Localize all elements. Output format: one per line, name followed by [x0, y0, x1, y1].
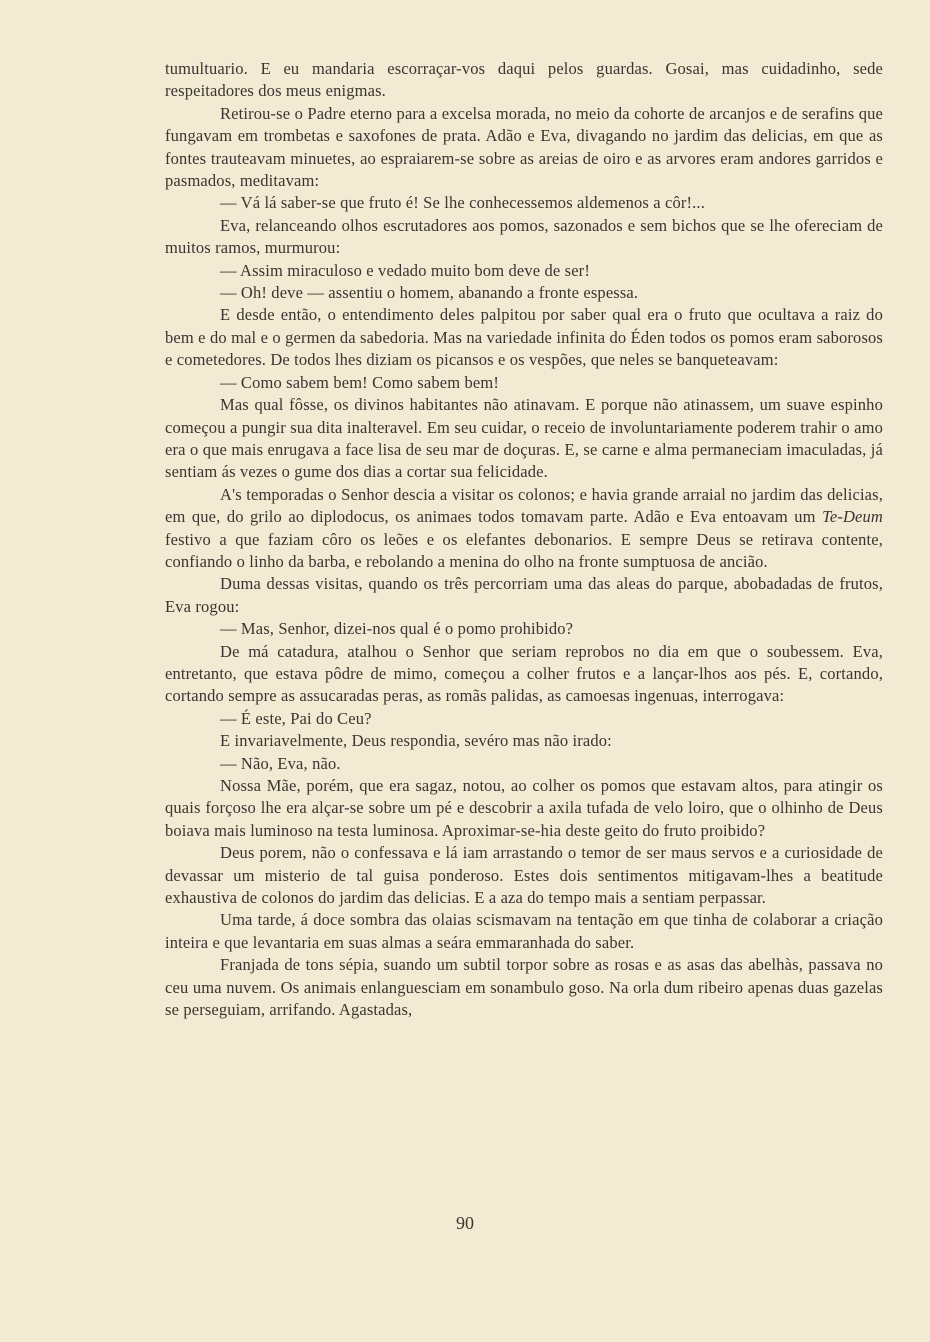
dialog-line: — Oh! deve — assentiu o homem, abanando a fronte espessa. [220, 283, 639, 303]
dialog-line: — Mas, Senhor, dizei-nos qual é o pomo prohibido? [220, 619, 574, 639]
paragraph: E invariavelmente, Deus respondia, sevéro mas não irado: [220, 731, 612, 751]
dialog-line: — Vá lá saber-se que fruto é! Se lhe conhecessemos aldemenos a côr!... [220, 193, 705, 213]
paragraph: E desde então, o entendimento deles palpitou por saber qual era o fruto que ocultava a raiz do bem e do mal e o germen da sabedoria. Mas na variedade infinita do Éden todos os pomos eram saborosos e cometedores. De todos lhes diziam os picansos e os vespões, que neles se banqueteavam: [165, 305, 883, 370]
paragraph: Deus porem, não o confessava e lá iam arrastando o temor de ser maus servos e a curiosidade de devassar um misterio de tal guisa ponderoso. Estes dois sentimentos mitigavam-lhes a beatitude exhaustiva de colonos do jardim das delicias. E a aza do tempo mais a sentiam perpassar. [165, 843, 883, 908]
paragraph: Eva, relanceando olhos escrutadores aos pomos, sazonados e sem bichos que se lhe ofereciam de muitos ramos, murmurou: [165, 215, 883, 258]
dialog-line: — Não, Eva, não. [220, 753, 341, 773]
dialog-line: — É este, Pai do Ceu? [220, 708, 372, 728]
dialog-line: — Como sabem bem! Como sabem bem! [220, 372, 499, 392]
paragraph: Uma tarde, á doce sombra das olaias scismavam na tentação em que tinha de colaborar a criação inteira e que levantaria em suas almas a seára emmaranhada do saber. [165, 910, 883, 952]
paragraph: tumultuario. E eu mandaria escorraçar-vos daqui pelos guardas. Gosai, mas cuidadinho, sede respeitadores dos meus enigmas. [165, 59, 883, 101]
paragraph: Retirou-se o Padre eterno para a excelsa morada, no meio da cohorte de arcanjos e de serafins que fungavam em trombetas e saxofones de prata. Adão e Eva, divagando no jardim das delicias, em que as fontes trauteavam minuetes, ao espraiarem-se sobre as areias de oiro e as arvores eram andores garridos e pasmados, meditavam: [165, 103, 883, 191]
body-text [165, 58, 883, 1021]
paragraph: Franjada de tons sépia, suando um subtil torpor sobre as rosas e as asas das abelhàs, passava no ceu uma nuvem. Os animais enlanguesciam em sonambulo goso. Na orla dum ribeiro apenas duas gazelas se perseguiam, arrifando. Agastadas, [165, 955, 883, 1020]
paragraph: Duma dessas visitas, quando os três percorriam uma das aleas do parque, abobadadas de frutos, Eva rogou: [165, 574, 883, 616]
italic-term: Te-Deum [822, 507, 883, 527]
page-number: 90 [456, 1213, 474, 1233]
paragraph: De má catadura, atalhou o Senhor que seriam reprobos no dia em que o soubessem. Eva, entretanto, que estava pôdre de mimo, começou a colher frutos e a lançar-lhos aos pés. E, cortando, cortando sempre as assucaradas peras, as romãs palidas, as camoesas ingenuas, interrogava: [165, 641, 883, 706]
paragraph: Nossa Mãe, porém, que era sagaz, notou, ao colher os pomos que estavam altos, para atingir os quais forçoso lhe era alçar-se sobre um pé e descobrir a axila tufada de velo loiro, que o olhinho de Deus boiava mais luminoso na testa luminosa. Aproximar-se-hia deste geito do fruto proibido? [165, 776, 883, 840]
dialog-line: — Assim miraculoso e vedado muito bom deve de ser! [220, 260, 590, 280]
paragraph: A's temporadas o Senhor descia a visitar os colonos; e havia grande arraial no jardim das delicias, em que, do grilo ao diplodocus, os animaes todos tomavam parte. Adão e Eva entoavam um Te-Deum festivo a que faziam côro os leões e os elefantes debonarios. E sempre Deus se retirava contente, confiando o linho da barba, e rebolando a menina do olho na fronte sumptuosa de ancião. [165, 484, 883, 571]
paragraph: Mas qual fôsse, os divinos habitantes não atinavam. E porque não atinassem, um suave espinho começou a pungir sua dita inalteravel. Em seu cuidar, o receio de involuntariamente poderem trahir o amo era o que mais enrugava a face lisa de seu mar de doçuras. E, se carne e alma permaneciam imaculadas, já sentiam ás vezes o gume dos dias a cortar sua felicidade. [165, 395, 883, 482]
